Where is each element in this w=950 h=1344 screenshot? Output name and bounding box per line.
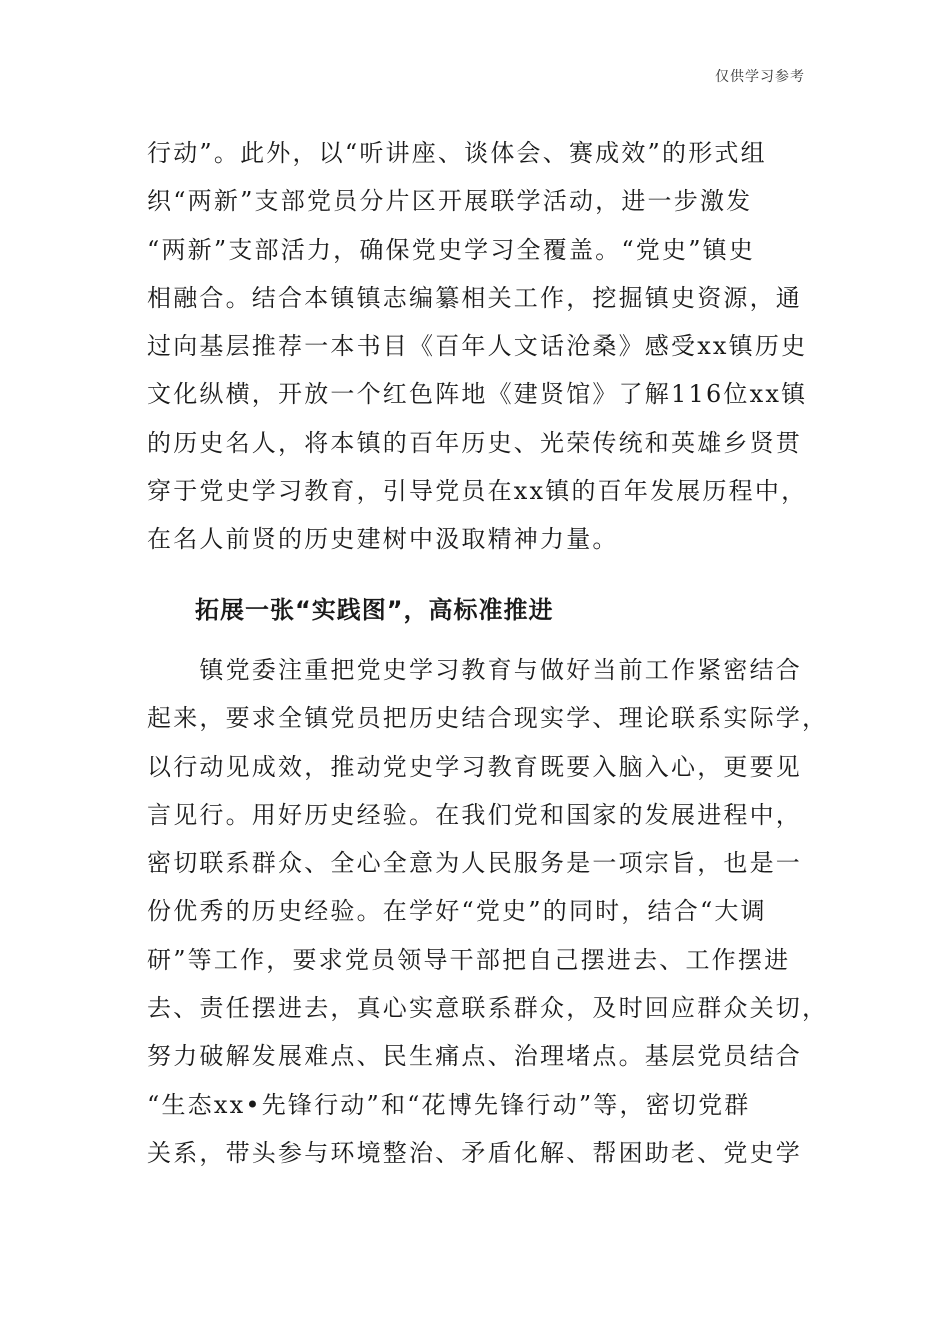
text-line: “两新”支部活力，确保党史学习全覆盖。“党史”镇史 bbox=[147, 235, 756, 264]
text-line: 镇党委注重把党史学习教育与做好当前工作紧密结合 bbox=[147, 656, 802, 684]
text-line: “生态xx•先锋行动”和“花博先锋行动”等，密切党群 bbox=[147, 1090, 751, 1119]
text-line: 言见行。用好历史经验。在我们党和国家的发展进程中， bbox=[147, 800, 802, 829]
text-line: 份优秀的历史经验。在学好“党史”的同时，结合“大调 bbox=[147, 897, 767, 926]
text-line: 去、责任摆进去，真心实意联系群众，及时回应群众关切， bbox=[147, 994, 829, 1023]
paragraph-1 bbox=[147, 129, 807, 564]
text-line: 穿于党史学习教育，引导党员在xx镇的百年发展历程中， bbox=[147, 477, 808, 506]
text-line: 关系，带头参与环境整治、矛盾化解、帮困助老、党史学 bbox=[147, 1138, 802, 1167]
text-line: 行动”。此外，以“听讲座、谈体会、赛成效”的形式组 bbox=[147, 139, 767, 167]
text-line: 研”等工作，要求党员领导干部把自己摆进去、工作摆进 bbox=[147, 945, 791, 974]
text-line: 相融合。结合本镇镇志编纂相关工作，挖掘镇史资源，通 bbox=[147, 283, 802, 312]
text-line: 织“两新”支部党员分片区开展联学活动，进一步激发 bbox=[147, 187, 753, 216]
header-note: 仅供学习参考 bbox=[715, 69, 805, 85]
text-line: 文化纵横，开放一个红色阵地《建贤馆》了解116位xx镇 bbox=[147, 380, 808, 409]
text-line: 密切联系群众、全心全意为人民服务是一项宗旨，也是一 bbox=[147, 849, 802, 878]
text-line: 努力破解发展难点、民生痛点、治理堵点。基层党员结合 bbox=[147, 1042, 802, 1071]
text-line: 以行动见成效，推动党史学习教育既要入脑入心，更要见 bbox=[147, 752, 802, 781]
section-heading: 拓展一张“实践图”，高标准推进 bbox=[195, 596, 554, 624]
text-line: 过向基层推荐一本书目《百年人文话沧桑》感受xx镇历史 bbox=[147, 332, 808, 361]
text-line: 在名人前贤的历史建树中汲取精神力量。 bbox=[147, 525, 619, 554]
paragraph-2 bbox=[147, 646, 829, 1177]
text-line: 起来，要求全镇党员把历史结合现实学、理论联系实际学， bbox=[147, 704, 829, 733]
text-line: 的历史名人，将本镇的百年历史、光荣传统和英雄乡贤贯 bbox=[147, 428, 802, 457]
